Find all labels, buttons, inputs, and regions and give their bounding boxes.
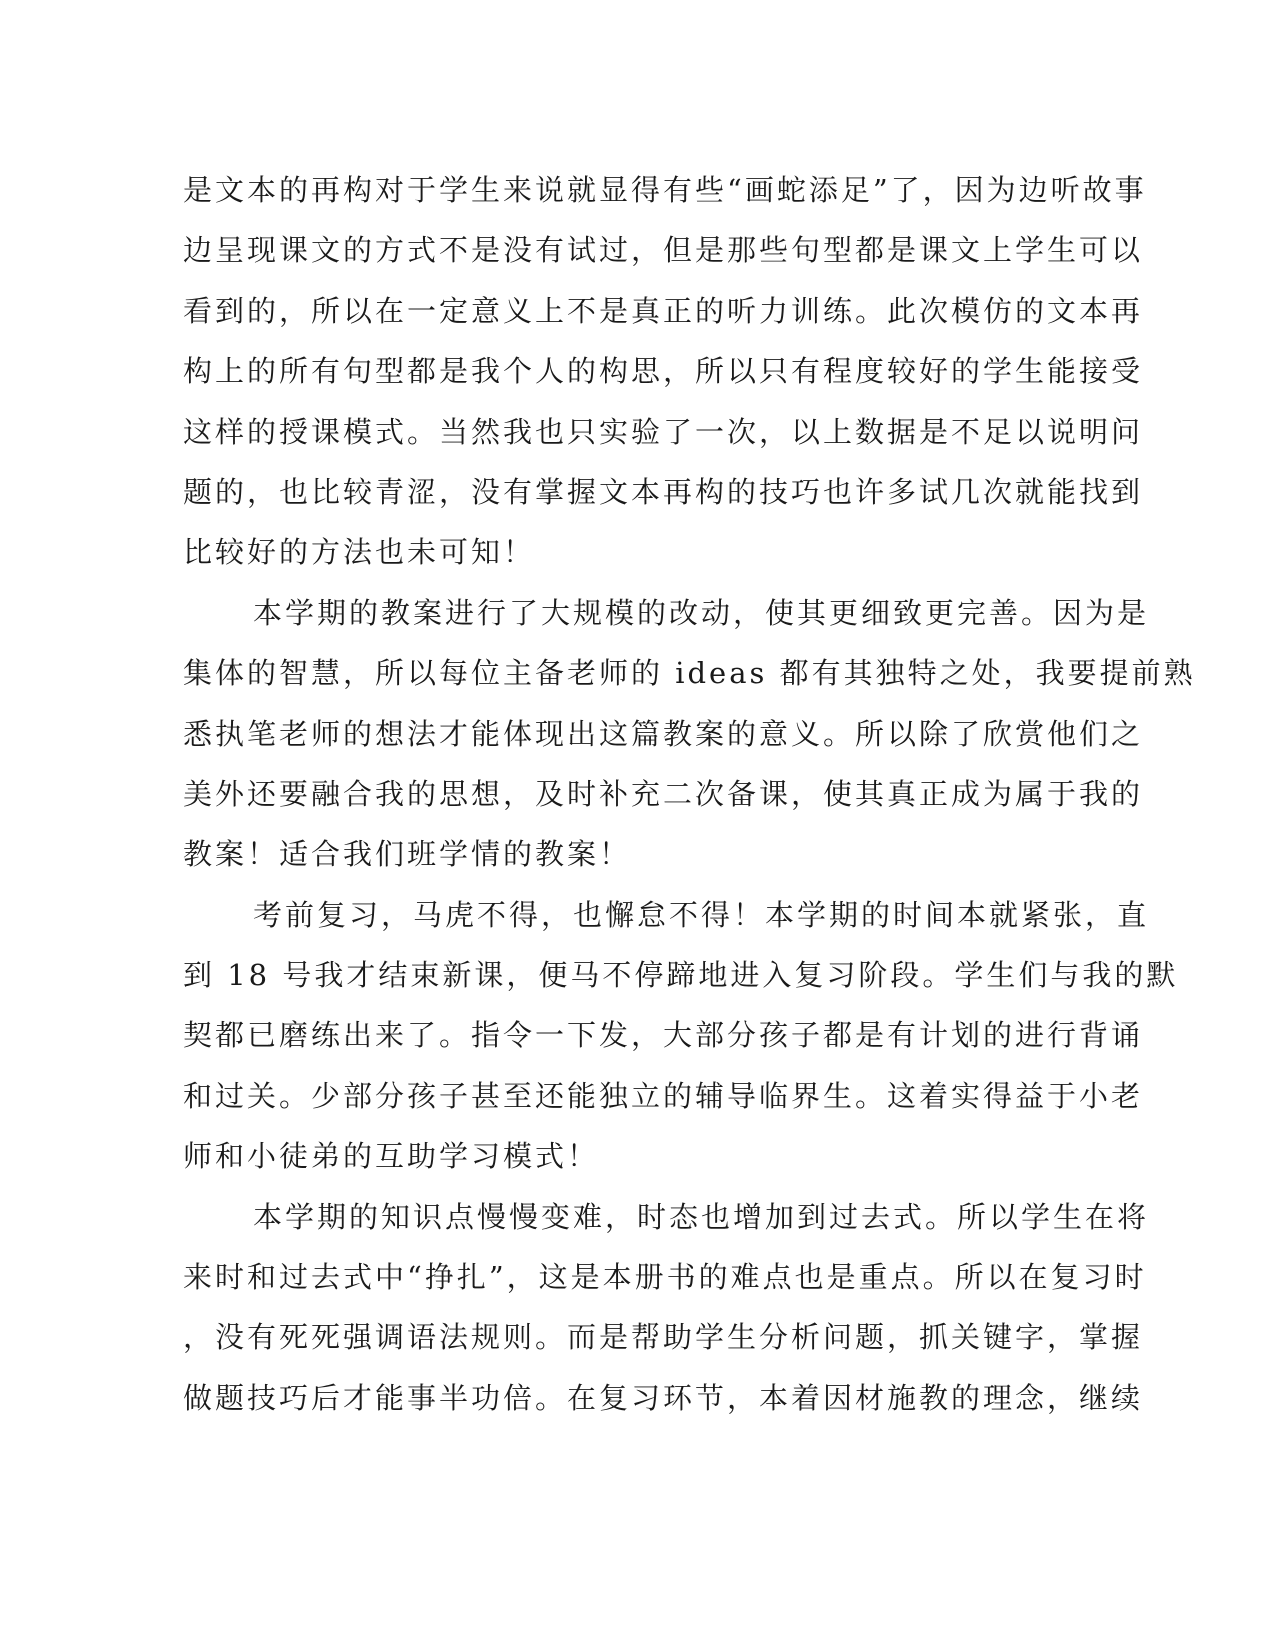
text-line: 看到的，所以在一定意义上不是真正的听力训练。此次模仿的文本再 (183, 293, 1144, 328)
paragraph-first-line: 本学期的知识点慢慢变难，时态也增加到过去式。所以学生在将 (253, 1199, 1150, 1234)
text-line: 到 18 号我才结束新课，便马不停蹄地进入复习阶段。学生们与我的默 (183, 958, 1179, 993)
text-line: 是文本的再构对于学生来说就显得有些“画蛇添足”了，因为边听故事 (183, 173, 1147, 207)
text-line: 集体的智慧，所以每位主备老师的 ideas 都有其独特之处，我要提前熟 (183, 656, 1196, 691)
text-line: 边呈现课文的方式不是没有试过，但是那些句型都是课文上学生可以 (183, 233, 1144, 268)
text-line: ，没有死死强调语法规则。而是帮助学生分析问题，抓关键字，掌握 (183, 1320, 1144, 1355)
text-line: 和过关。少部分孩子甚至还能独立的辅导临界生。这着实得益于小老 (183, 1078, 1144, 1113)
paragraph-first-line: 考前复习，马虎不得，也懈怠不得！本学期的时间本就紧张，直 (253, 897, 1150, 932)
text-line: 美外还要融合我的思想，及时补充二次备课，使其真正成为属于我的 (183, 776, 1144, 811)
text-line: 题的，也比较青涩，没有掌握文本再构的技巧也许多试几次就能找到 (183, 474, 1144, 509)
paragraph-first-line: 本学期的教案进行了大规模的改动，使其更细致更完善。因为是 (253, 595, 1150, 630)
text-line: 教案！适合我们班学情的教案！ (183, 837, 632, 872)
text-line: 悉执笔老师的想法才能体现出这篇教案的意义。所以除了欣赏他们之 (183, 716, 1144, 751)
text-line: 这样的授课模式。当然我也只实验了一次，以上数据是不足以说明问 (183, 414, 1144, 449)
text-line: 构上的所有句型都是我个人的构思，所以只有程度较好的学生能接受 (183, 354, 1144, 389)
text-line: 来时和过去式中“挣扎”，这是本册书的难点也是重点。所以在复习时 (183, 1260, 1147, 1295)
body-text (183, 160, 1196, 1428)
text-line: 比较好的方法也未可知！ (183, 535, 536, 570)
text-line: 做题技巧后才能事半功倍。在复习环节，本着因材施教的理念，继续 (183, 1380, 1144, 1415)
text-line: 契都已磨练出来了。指令一下发，大部分孩子都是有计划的进行背诵 (183, 1018, 1144, 1053)
text-line: 师和小徒弟的互助学习模式！ (183, 1139, 600, 1174)
